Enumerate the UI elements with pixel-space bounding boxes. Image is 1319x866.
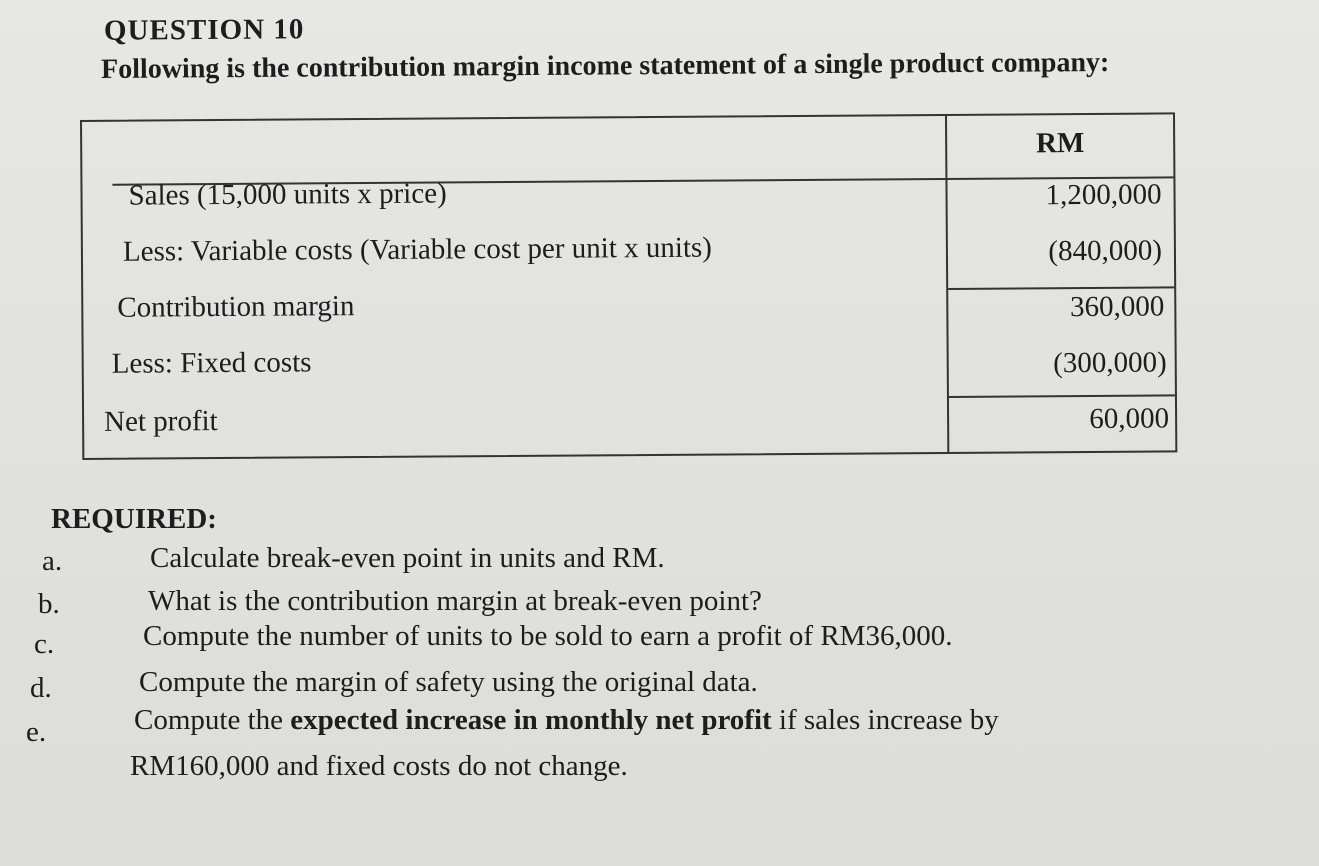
row-value-fixed-costs: (300,000) [1053, 346, 1167, 380]
item-text-e-line2: RM160,000 and fixed costs do not change. [130, 750, 628, 782]
required-heading: REQUIRED: [51, 503, 217, 535]
item-text-e-bold: expected increase in monthly net profit [290, 704, 772, 736]
intro-text: Following is the contribution margin income statement of a single product company: [101, 46, 1110, 85]
column-divider [945, 116, 949, 452]
item-text-a: Calculate break-even point in units and RM. [150, 542, 665, 574]
question-title: QUESTION 10 [103, 13, 305, 47]
row-value-variable-costs: (840,000) [1048, 234, 1163, 268]
row-label-variable-costs: Less: Variable costs (Variable cost per unit x units) [122, 231, 713, 268]
income-statement-table [80, 112, 1177, 460]
item-text-e-post: if sales increase by [771, 704, 999, 736]
column-header-rm: RM [1035, 126, 1085, 160]
row-label-fixed-costs: Less: Fixed costs [111, 346, 312, 380]
row-label-contribution-margin: Contribution margin [117, 290, 355, 324]
row-value-contribution-margin: 360,000 [1069, 290, 1165, 324]
contribution-rule [948, 286, 1174, 290]
item-text-b: What is the contribution margin at break-even point? [148, 585, 762, 617]
row-label-net-profit: Net profit [103, 405, 218, 438]
item-text-e [134, 704, 999, 737]
item-letter-a: a. [42, 545, 63, 577]
row-value-net-profit: 60,000 [1089, 402, 1170, 435]
item-text-d: Compute the margin of safety using the original data. [139, 666, 758, 698]
item-letter-d: d. [30, 672, 52, 704]
item-letter-b: b. [38, 588, 60, 620]
item-text-e-pre: Compute the [134, 704, 291, 736]
item-letter-e: e. [26, 716, 47, 748]
row-value-sales: 1,200,000 [1045, 178, 1162, 212]
net-profit-rule [949, 394, 1175, 398]
item-text-c: Compute the number of units to be sold to earn a profit of RM36,000. [143, 620, 953, 652]
row-label-sales: Sales (15,000 units x price) [128, 177, 447, 212]
item-letter-c: c. [34, 628, 55, 660]
